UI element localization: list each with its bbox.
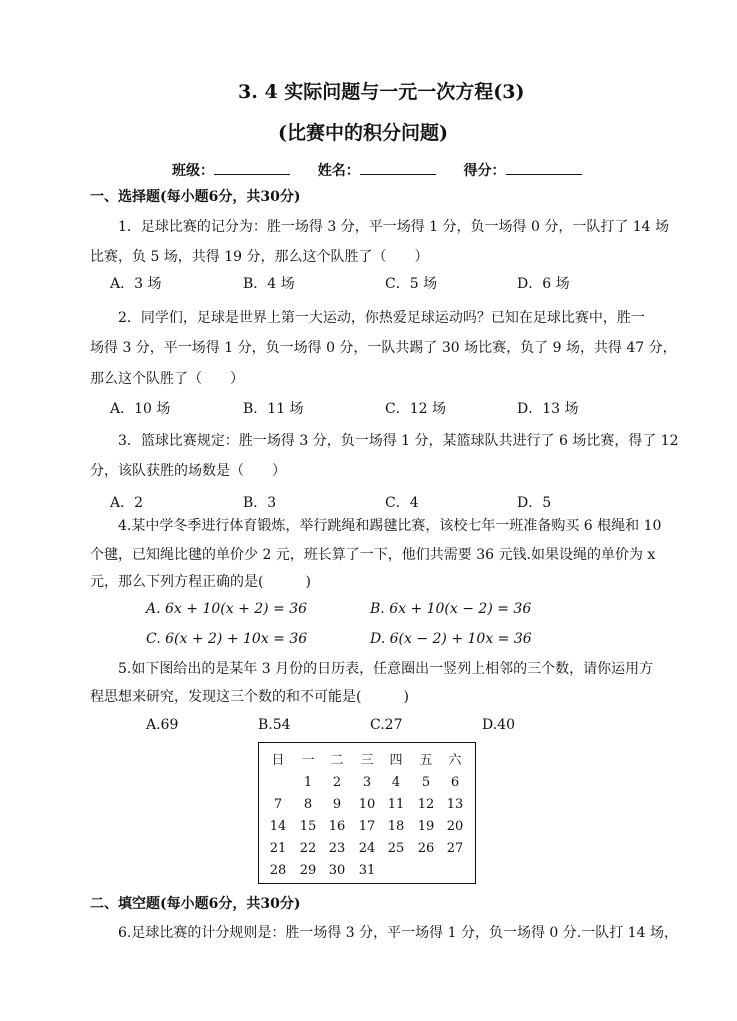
q5-option-a[interactable]: A.69 (146, 717, 179, 733)
calendar-day: 13 (446, 797, 464, 812)
calendar-day: 18 (387, 819, 405, 834)
calendar-day: 3 (362, 775, 372, 790)
q1-option-a[interactable]: A．3 场 (110, 276, 162, 292)
name-label: 姓名： (317, 163, 360, 179)
q3-line1: 3．篮球比赛规定：胜一场得 3 分，负一场得 1 分，某篮球队共进行了 6 场比赛，得了 12 (118, 433, 679, 449)
q5-line1: 5.如下图给出的是某年 3 月份的日历表，任意圈出一竖列上相邻的三个数，请你运用方 (118, 661, 654, 677)
calendar-day: 4 (391, 775, 401, 790)
q5-option-c[interactable]: C.27 (370, 717, 403, 733)
calendar-header: 四 (389, 753, 403, 768)
class-blank[interactable] (214, 160, 290, 175)
calendar-day: 9 (332, 797, 342, 812)
q2-line2: 场得 3 分，平一场得 1 分，负一场得 0 分，一队共踢了 30 场比赛，负了 9 场，共得 47 分， (90, 340, 677, 356)
score-label: 得分： (463, 163, 506, 179)
calendar-header: 一 (301, 753, 315, 768)
calendar-day: 5 (421, 775, 431, 790)
q1-line1: 1．足球比赛的记分为：胜一场得 3 分，平一场得 1 分，负一场得 0 分，一队打了 14 场 (118, 219, 670, 235)
q3-line2: 分，该队获胜的场数是（ ） (90, 463, 286, 479)
q5-option-b[interactable]: B.54 (258, 717, 291, 733)
calendar-day: 14 (269, 819, 287, 834)
page-subtitle: (比赛中的积分问题) (278, 122, 448, 144)
page-title: 3. 4 实际问题与一元一次方程(3) (238, 81, 525, 103)
q4-option-d[interactable]: D. 6(x − 2) + 10x = 36 (370, 631, 532, 647)
q4-line2: 个毽，已知绳比毽的单价少 2 元，班长算了一下，他们共需要 36 元钱.如果设绳的单价为 x (90, 547, 656, 563)
q5-line2: 程思想来研究，发现这三个数的和不可能是( ) (90, 689, 409, 705)
q4-line3: 元，那么下列方程正确的是( ) (90, 574, 311, 590)
q2-option-b[interactable]: B．11 场 (243, 401, 304, 417)
q1-option-c[interactable]: C．5 场 (385, 276, 438, 292)
calendar-day: 7 (273, 797, 283, 812)
calendar-day: 28 (269, 863, 287, 878)
calendar-header: 二 (330, 753, 344, 768)
q2-option-d[interactable]: D．13 场 (517, 401, 579, 417)
calendar-day: 23 (328, 841, 346, 856)
calendar-day: 30 (328, 863, 346, 878)
q4-option-a[interactable]: A. 6x + 10(x + 2) = 36 (146, 601, 308, 617)
q4-option-b[interactable]: B. 6x + 10(x − 2) = 36 (370, 601, 532, 617)
calendar-day: 25 (387, 841, 405, 856)
q2-option-a[interactable]: A．10 场 (110, 401, 171, 417)
calendar-header: 日 (271, 753, 285, 768)
q3-option-b[interactable]: B．3 (243, 495, 277, 511)
calendar-day: 8 (303, 797, 313, 812)
q2-line1: 2．同学们，足球是世界上第一大运动，你热爱足球运动吗？已知在足球比赛中，胜一 (118, 310, 645, 326)
calendar-day: 11 (387, 797, 405, 812)
q1-option-b[interactable]: B．4 场 (243, 276, 295, 292)
calendar-day: 16 (328, 819, 346, 834)
q2-line3: 那么这个队胜了（ ） (90, 371, 244, 387)
student-info-row (172, 160, 582, 180)
calendar-day: 27 (446, 841, 464, 856)
calendar-day: 1 (303, 775, 313, 790)
q4-option-c[interactable]: C. 6(x + 2) + 10x = 36 (146, 631, 308, 647)
name-blank[interactable] (360, 160, 436, 175)
q3-option-c[interactable]: C．4 (385, 495, 419, 511)
calendar-day: 12 (417, 797, 435, 812)
calendar-day: 31 (358, 863, 376, 878)
calendar-day: 21 (269, 841, 287, 856)
calendar-day: 20 (446, 819, 464, 834)
section1-heading: 一、选择题(每小题6分，共30分) (90, 189, 301, 205)
calendar-header: 五 (419, 753, 433, 768)
q1-option-d[interactable]: D．6 场 (517, 276, 570, 292)
calendar-day: 2 (332, 775, 342, 790)
calendar-day: 24 (358, 841, 376, 856)
calendar-day: 10 (358, 797, 376, 812)
q3-option-d[interactable]: D．5 (517, 495, 552, 511)
calendar-day: 26 (417, 841, 435, 856)
class-label: 班级： (172, 163, 214, 179)
calendar-day: 19 (417, 819, 435, 834)
calendar-day: 17 (358, 819, 376, 834)
calendar-header: 三 (360, 753, 374, 768)
calendar-day: 6 (450, 775, 460, 790)
q1-line2: 比赛，负 5 场，共得 19 分，那么这个队胜了（ ） (90, 249, 429, 265)
calendar-day: 15 (299, 819, 317, 834)
q5-option-d[interactable]: D.40 (482, 717, 515, 733)
calendar-header: 六 (448, 753, 462, 768)
q3-option-a[interactable]: A．2 (110, 495, 144, 511)
march-calendar (258, 742, 476, 884)
section2-heading: 二、填空题(每小题6分，共30分) (90, 896, 301, 912)
q2-option-c[interactable]: C．12 场 (385, 401, 446, 417)
q6-line1: 6.足球比赛的计分规则是：胜一场得 3 分，平一场得 1 分，负一场得 0 分.一队打 14 场， (118, 925, 678, 941)
score-blank[interactable] (506, 160, 582, 175)
calendar-day: 29 (299, 863, 317, 878)
calendar-day: 22 (299, 841, 317, 856)
q4-line1: 4.某中学冬季进行体育锻炼，举行跳绳和踢毽比赛，该校七年一班准备购买 6 根绳和 10 (118, 518, 662, 534)
